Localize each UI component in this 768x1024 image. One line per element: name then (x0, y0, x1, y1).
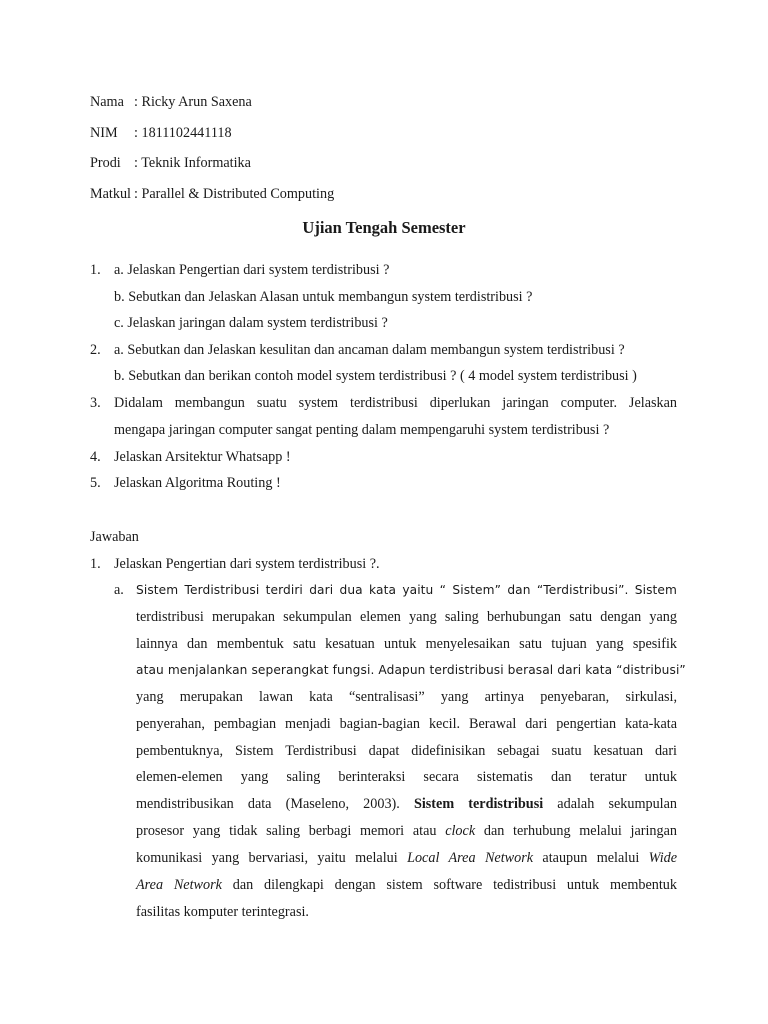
field-nama (90, 93, 252, 111)
answer-1-line-3: lainnya dan membentuk satu kesatuan untuk menyelesaikan satu tujuan yang spesifik (136, 636, 677, 652)
field-label: Matkul (90, 186, 131, 202)
citation-text: mendistribusikan data (Maseleno, 2003). (136, 796, 400, 812)
question-number: 2. (90, 342, 101, 358)
question-3-line-1: Didalam membangun suatu system terdistribusi diperlukan jaringan computer. Jelaskan (114, 395, 677, 411)
answer-1-line-8: elemen-elemen yang saling berinteraksi secara sistematis dan teratur untuk (136, 769, 677, 785)
answer-1-line-1: Sistem Terdistribusi terdiri dari dua kata yaitu “ Sistem” dan “Terdistribusi”. Sistem (136, 583, 677, 597)
bold-term: Sistem terdistribusi (413, 796, 544, 812)
line-text: dan dilengkapi dengan sistem software tedistribusi untuk membentuk (232, 877, 677, 893)
answer-1-line-13: fasilitas komputer terintegrasi. (136, 904, 309, 920)
line-text: ataupun melalui (542, 850, 640, 866)
question-1b: b. Sebutkan dan Jelaskan Alasan untuk membangun system terdistribusi ? (114, 289, 533, 305)
question-4 (90, 448, 291, 466)
answer-1-label: a. (114, 582, 124, 598)
line-text: prosesor yang tidak saling berbagi memori atau (136, 823, 437, 839)
answer-1-line-6: penyerahan, pembagian menjadi bagian-bagian kecil. Berawal dari pengertian kata-kata (136, 716, 677, 732)
answer-1-line-2: terdistribusi merupakan sekumpulan elemen yang saling berhubungan satu dengan yang (136, 609, 677, 625)
field-prodi (90, 154, 251, 172)
question-3-number: 3. (90, 395, 101, 411)
field-value: : Ricky Arun Saxena (134, 94, 252, 110)
question-3-line-2: mengapa jaringan computer sangat penting dalam mempengaruhi system terdistribusi ? (114, 422, 610, 438)
field-value: : Parallel & Distributed Computing (134, 186, 335, 202)
document-title: Ujian Tengah Semester (302, 218, 466, 237)
field-matkul (90, 185, 334, 203)
italic-term: clock (445, 823, 476, 839)
answer-question-text: Jelaskan Pengertian dari system terdistribusi ?. (114, 556, 380, 572)
question-2a (90, 341, 625, 359)
answer-1-question (90, 555, 380, 573)
field-label: Prodi (90, 155, 121, 171)
question-1c: c. Jelaskan jaringan dalam system terdistribusi ? (114, 315, 388, 331)
question-number: 1. (90, 262, 101, 278)
question-number: 4. (90, 449, 101, 465)
field-value: : Teknik Informatika (134, 155, 251, 171)
question-1a (90, 261, 389, 279)
line-text: adalah sekumpulan (557, 796, 678, 812)
field-nim (90, 124, 232, 142)
answer-1-line-11 (136, 849, 677, 867)
question-5 (90, 474, 281, 492)
question-text: a. Jelaskan Pengertian dari system terdistribusi ? (114, 262, 390, 278)
question-text: Jelaskan Algoritma Routing ! (114, 475, 281, 491)
answer-1-line-7: pembentuknya, Sistem Terdistribusi dapat didefinisikan sebagai suatu kesatuan dari (136, 743, 677, 759)
question-2b: b. Sebutkan dan berikan contoh model system terdistribusi ? ( 4 model system terdistribusi ) (114, 368, 637, 384)
field-label: Nama (90, 94, 124, 110)
question-text: a. Sebutkan dan Jelaskan kesulitan dan ancaman dalam membangun system terdistribusi ? (114, 342, 625, 358)
line-text: dan terhubung melalui jaringan (483, 823, 678, 839)
answer-1-line-5: yang merupakan lawan kata “sentralisasi” yang artinya penyebaran, sirkulasi, (136, 689, 677, 705)
italic-term: Local Area Network (407, 850, 534, 866)
question-number: 5. (90, 475, 101, 491)
answer-number: 1. (90, 556, 101, 572)
italic-term: Wide (648, 850, 678, 866)
question-text: Jelaskan Arsitektur Whatsapp ! (114, 449, 291, 465)
answer-1-line-4: atau menjalankan seperangkat fungsi. Adapun terdistribusi berasal dari kata “distribusi” (136, 663, 686, 677)
field-label: NIM (90, 125, 118, 141)
answers-heading: Jawaban (90, 529, 139, 545)
answer-1-line-10 (136, 822, 677, 840)
answer-1-line-12 (136, 876, 677, 894)
answer-1-line-9 (136, 795, 677, 813)
italic-term: Area Network (136, 877, 222, 893)
line-text: komunikasi yang bervariasi, yaitu melalui (136, 850, 398, 866)
field-value: : 1811102441118 (134, 125, 232, 141)
